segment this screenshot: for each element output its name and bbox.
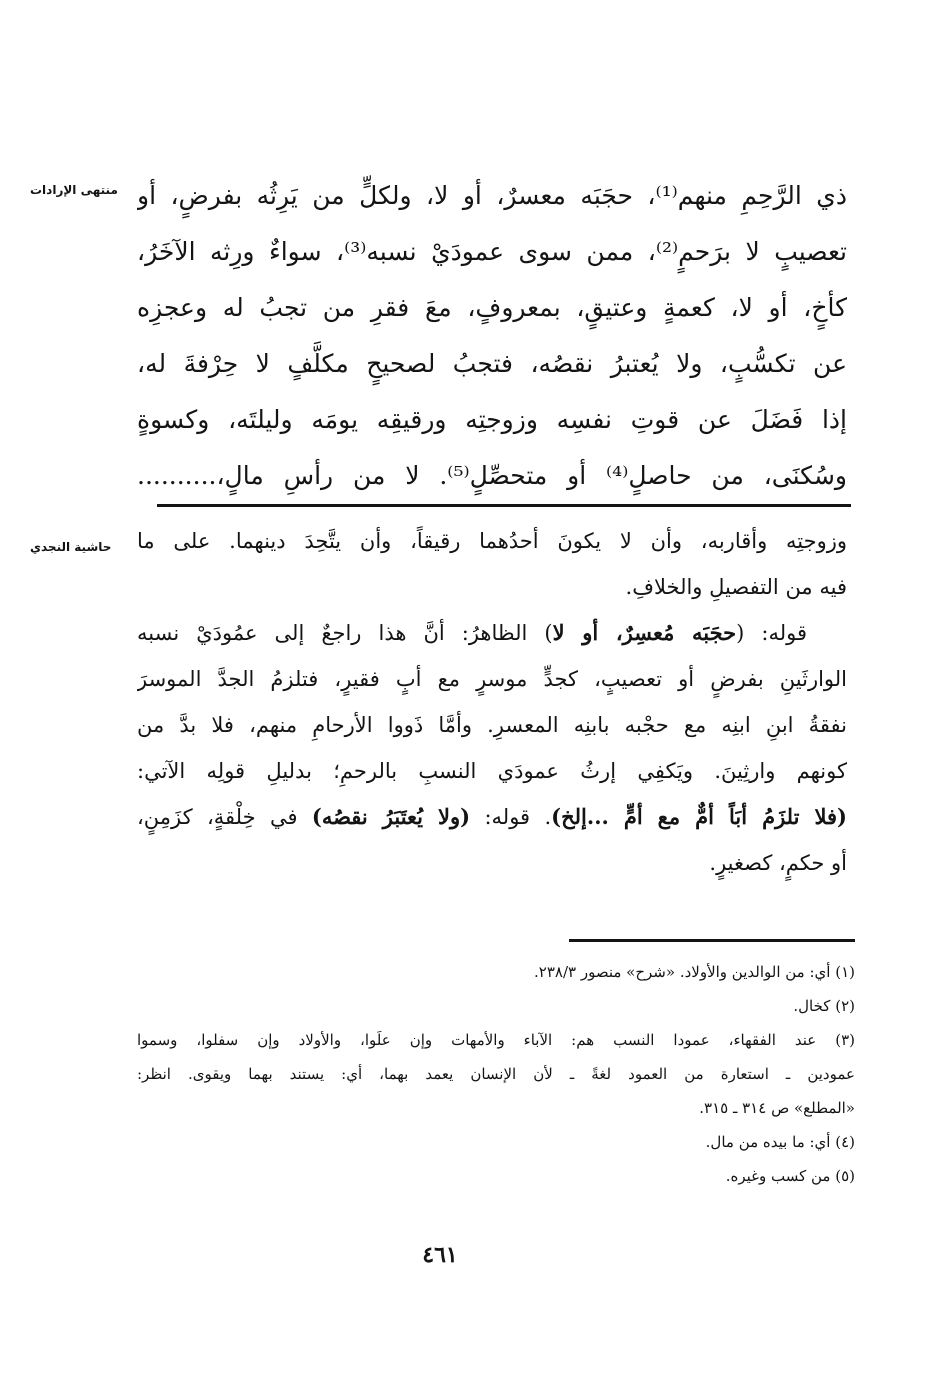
- hashia-text-run: قوله: (: [736, 621, 807, 645]
- footnote-1: (١) أي: من الوالدين والأولاد. «شرح» منصور ٢٣٨/٣.: [534, 963, 855, 981]
- footnote-3-cont: «المطلع» ص ٣١٤ ـ ٣١٥.: [699, 1099, 855, 1117]
- footnote-5: (٥) من كسب وغيره.: [725, 1167, 855, 1185]
- hashia-text: [137, 518, 847, 886]
- footnote-4: (٤) أي: ما بيده من مال.: [705, 1133, 855, 1151]
- hashia-line: كونهم وارثِينَ. ويَكفِي إرثُ عمودَي النسبِ بالرحمِ؛ بدليلِ قولِه الآتي:: [137, 759, 847, 783]
- footnote-3: (٣) عند الفقهاء، عمودا النسب هم: الآباء والأمهات وإن علَوا، والأولاد وإن سفلوا، وسموا: [137, 1031, 855, 1049]
- matn-text: [137, 168, 847, 504]
- footnotes: [137, 955, 855, 1193]
- hashia-line: فيه من التفصيلِ والخلافِ.: [625, 575, 847, 599]
- hashia-bold-quote: حجَبَه مُعسِرٌ، أو لا: [552, 620, 737, 645]
- hashia-line: وزوجتِه وأقاربه، وأن لا يكونَ أحدُهما رقيقاً، وأن يتَّحِدَ دينهما. على ما: [137, 529, 847, 553]
- matn-line: عن تكسُّبٍ، ولا يُعتبرُ نقصُه، فتجبُ لصحيحٍ مكلَّفٍ لا حِرْفةَ له،: [137, 349, 847, 378]
- footnote-2: (٢) كخال.: [793, 997, 855, 1015]
- hashia-bold-quote: (فلا تلزَمُ أبَاً أمٌّ مع أمٍّ ...إلخ): [551, 804, 847, 829]
- side-label-muntaha: منتهى الإرادات: [30, 183, 118, 197]
- hashia-text-run: في خِلْقةٍ، كزَمِنٍ،: [137, 805, 312, 829]
- matn-line: وسُكنَى، من حاصلٍ⁽⁴⁾ أو متحصِّلٍ⁽⁵⁾. لا من رأسِ مالٍ،..........: [137, 461, 847, 490]
- hashia-line: [137, 610, 847, 656]
- footnote-separator-rule: [569, 939, 855, 942]
- matn-line: كأخٍ، أو لا، كعمةٍ وعتيقٍ، بمعروفٍ، معَ فقرِ من تجبُ له وعجزِه: [137, 293, 847, 322]
- hashia-line: نفقةُ ابنِ ابنِه مع حجْبه بابنِه المعسرِ. وأمَّا ذَووا الأرحامِ منهم، فلا بدَّ من: [137, 713, 847, 737]
- hashia-text-run: ) الظاهرُ: أنَّ هذا راجعٌ إلى عمُودَيْ نسبه: [137, 621, 553, 645]
- hashia-bold-quote: (ولا يُعتَبَرُ نقصُه): [311, 804, 471, 829]
- side-label-hashia: حاشية النجدي: [30, 540, 112, 554]
- page-number: ٤٦١: [422, 1242, 458, 1268]
- hashia-line: [137, 794, 847, 840]
- matn-separator-rule: [157, 504, 851, 507]
- matn-line: ذي الرَّحِمِ منهم⁽¹⁾، حجَبَه معسرٌ، أو لا، ولكلٍّ من يَرِثُه بفرضٍ، أو: [137, 181, 847, 210]
- matn-line: تعصيبٍ لا برَحمٍ⁽²⁾، ممن سوى عمودَيْ نسبه⁽³⁾، سواءٌ ورِثه الآخَرُ،: [137, 237, 847, 266]
- matn-line: إذا فَضَلَ عن قوتِ نفسِه وزوجتِه ورقيقِه يومَه وليلتَه، وكسوةٍ: [137, 405, 847, 434]
- footnote-3-cont: عمودين ـ استعارة من العمود لغةً ـ لأن الإنسان يعمد بهما، أي: يستند بهما ويقوى. انظر:: [137, 1065, 855, 1083]
- hashia-text-run: . قوله:: [470, 805, 552, 829]
- hashia-line: الوارثَينِ بفرضٍ أو تعصيبٍ، كجدٍّ موسرٍ مع أبٍ فقيرٍ، فتلزمُ الجدَّ الموسرَ: [137, 667, 847, 691]
- hashia-line: أو حكمٍ، كصغيرٍ.: [709, 851, 847, 875]
